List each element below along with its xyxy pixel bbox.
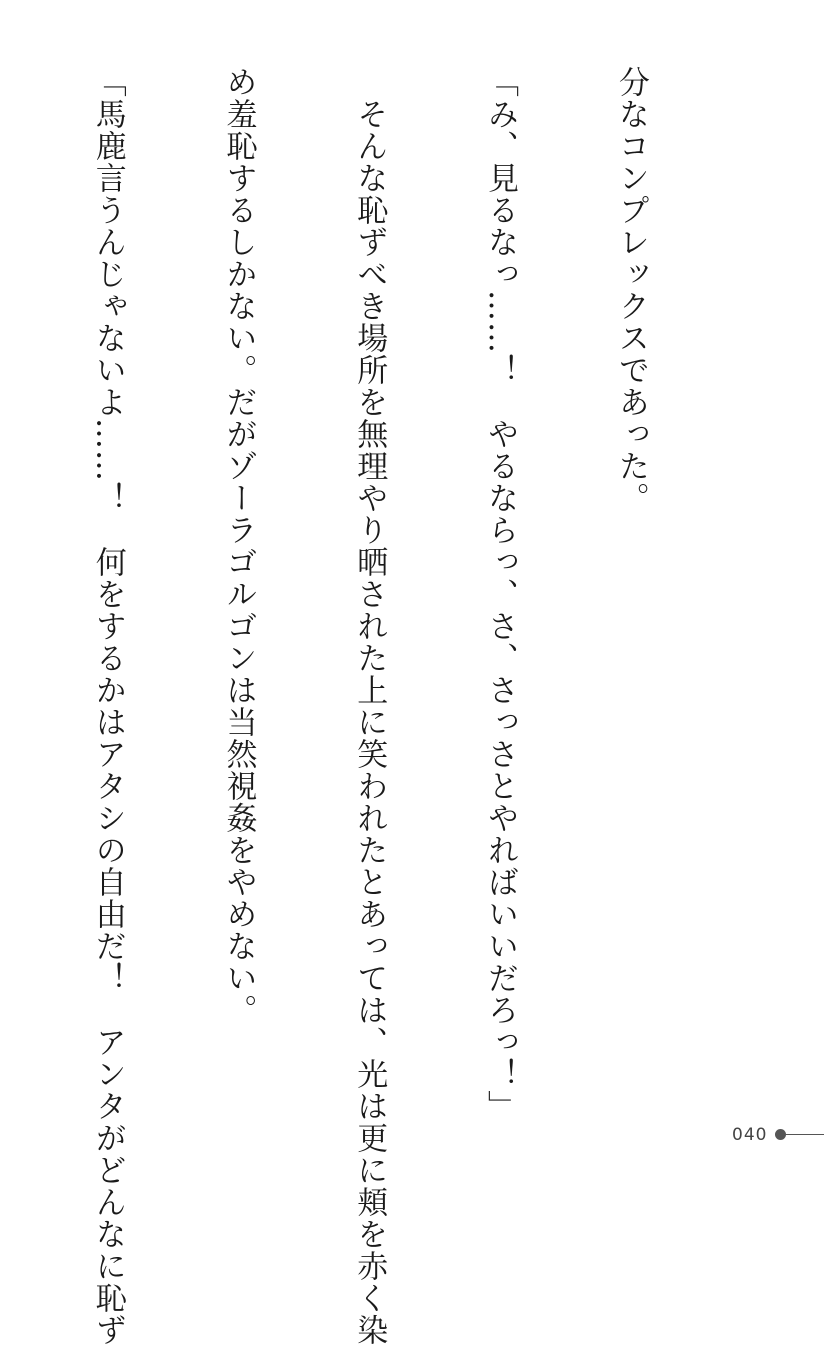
text-line: 「み、見るなっ……！ やるならっ、さ、さっさとやればいいだろっ！」 <box>482 66 519 1122</box>
text-line: そんな恥ずべき場所を無理やり晒された上に笑われたとあっては、光は更に頬を赤く染 <box>351 66 388 1346</box>
page-marker-dot <box>775 1129 786 1140</box>
text-line: 「馬鹿言うんじゃないよ……！ 何をするかはアタシの自由だ！ アンタがどんなに恥ず <box>89 66 126 1346</box>
page-marker-rule <box>786 1134 824 1135</box>
text-line: 分なコンプレックスであった。 <box>612 66 649 514</box>
page-number: 040 <box>732 1125 768 1145</box>
body-text <box>0 66 739 1346</box>
text-line: め羞恥するしかない。だがゾーラゴルゴンは当然視姦をやめない。 <box>220 66 257 1026</box>
